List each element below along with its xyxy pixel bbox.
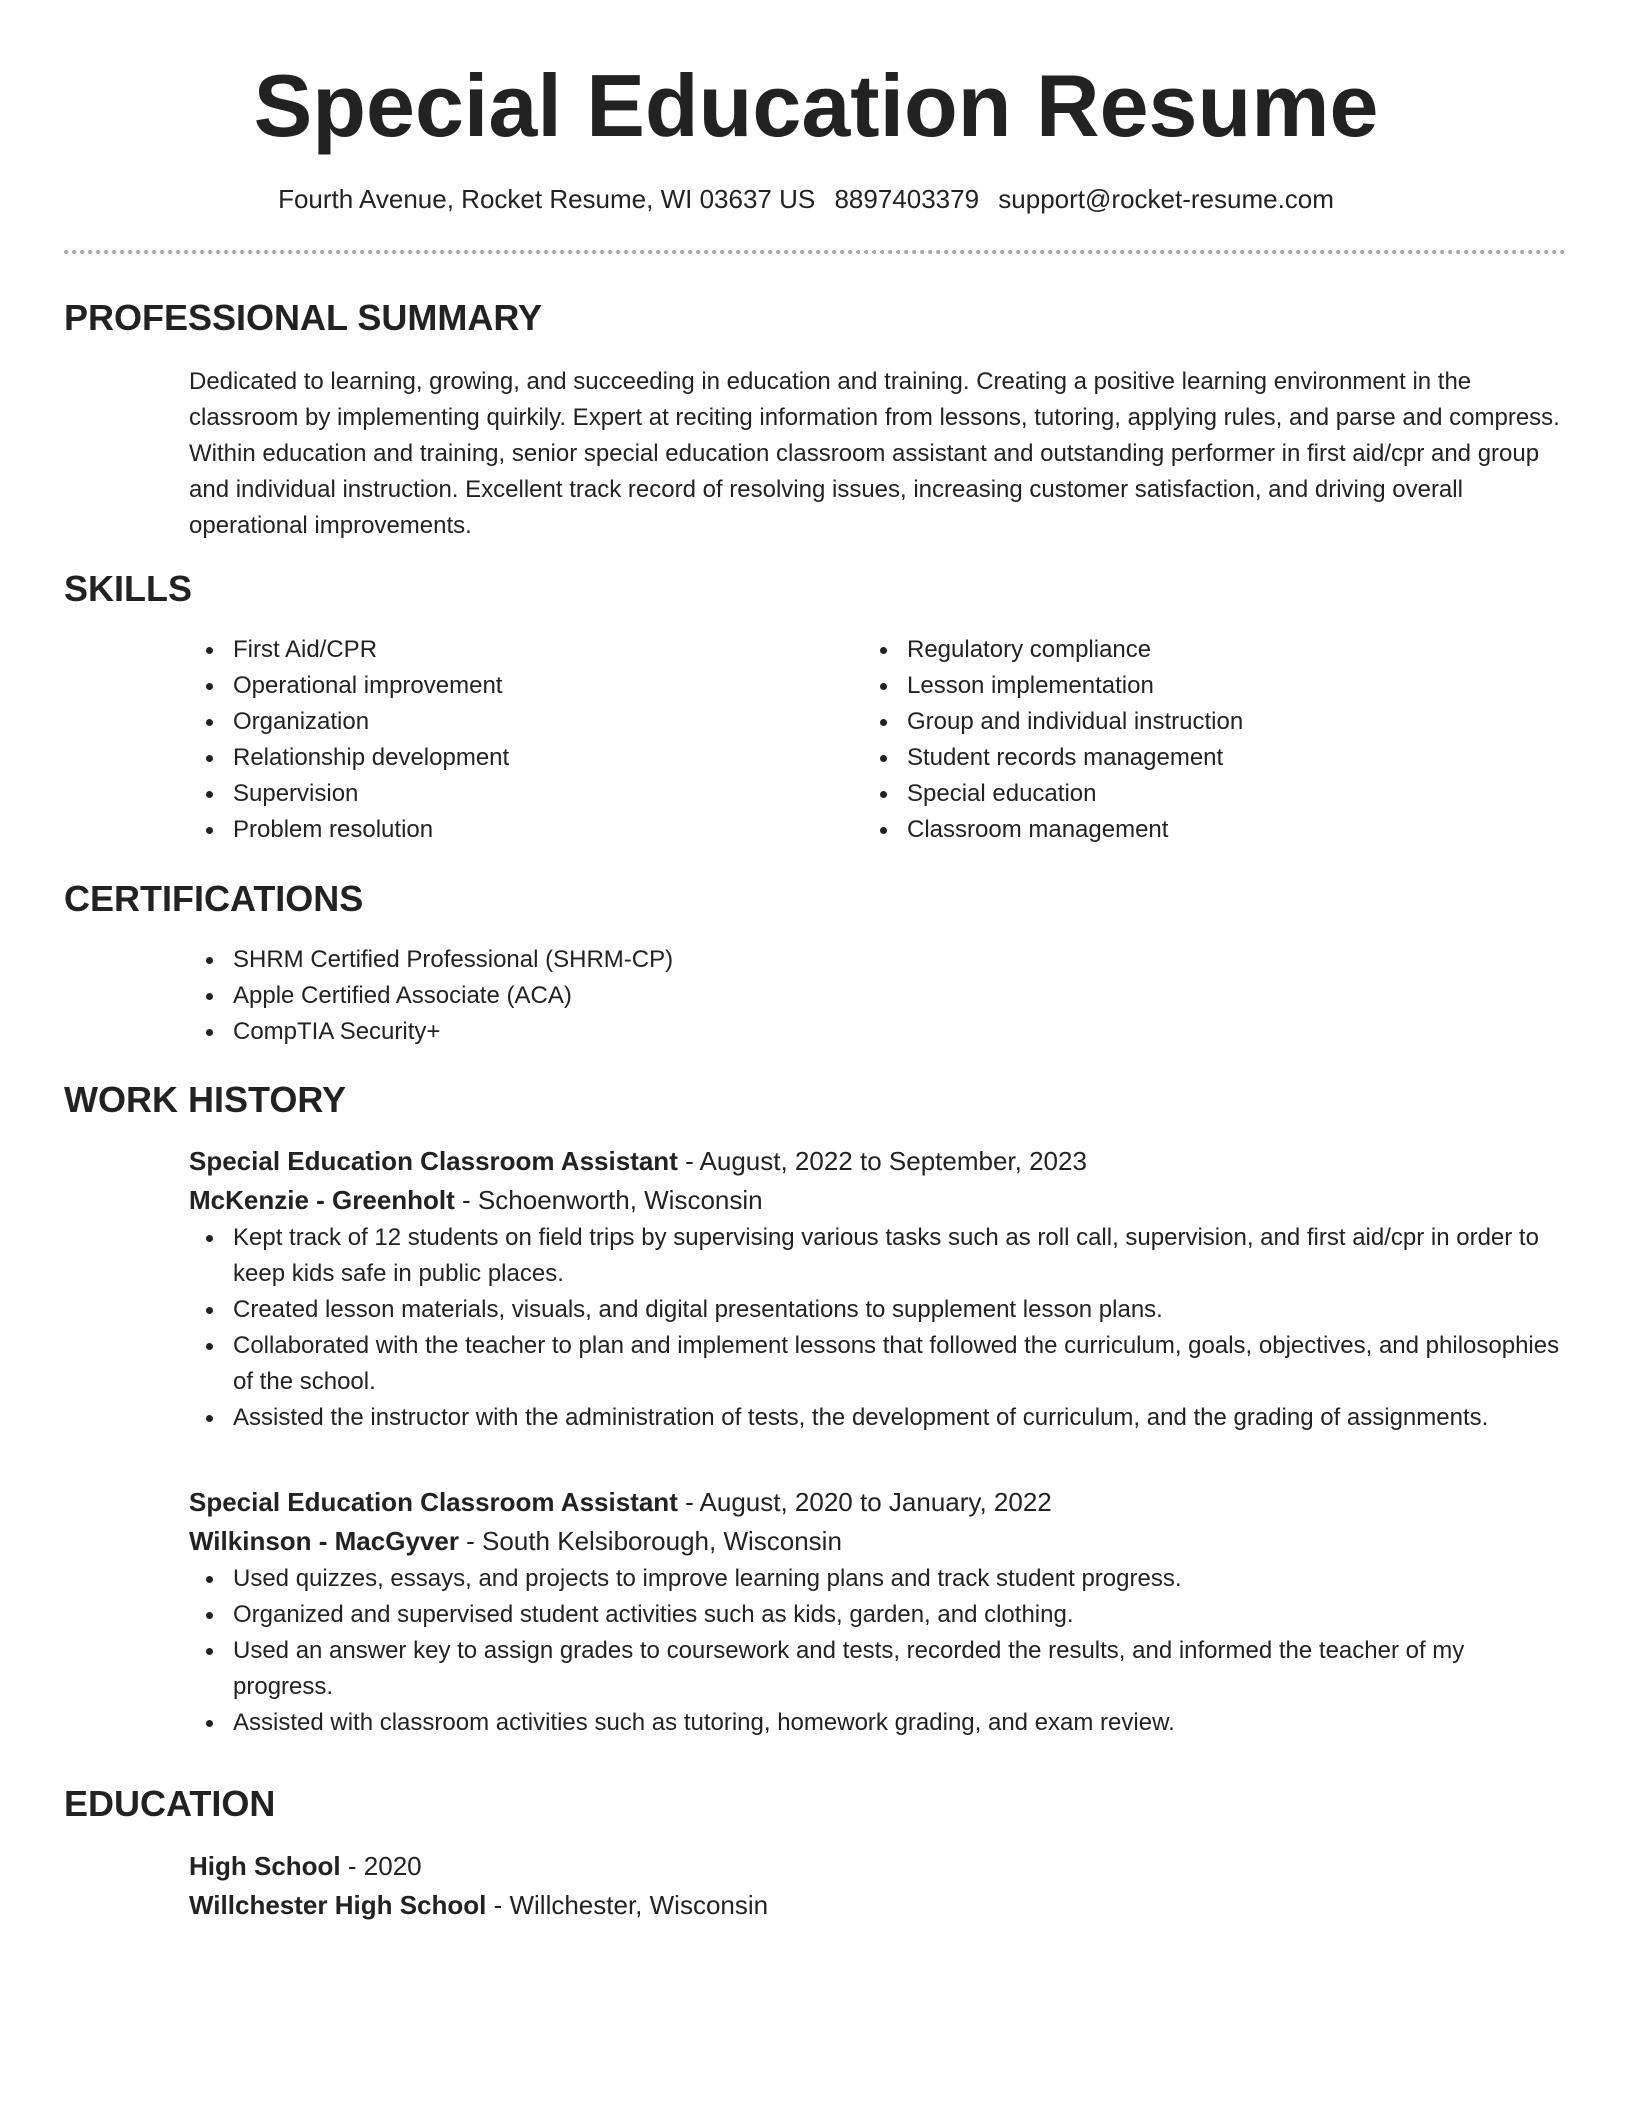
contact-email[interactable]: support@rocket-resume.com: [998, 184, 1334, 214]
skill-item: First Aid/CPR: [189, 632, 829, 668]
job-duty: Organized and supervised student activities such as kids, garden, and clothing.: [189, 1597, 1566, 1633]
skill-item: Classroom management: [863, 812, 1503, 848]
education-year: - 2020: [340, 1851, 422, 1881]
summary-text: Dedicated to learning, growing, and succeeding in education and training. Creating a positive learning environment in the classroom by implementing quirkily. Expert at reciting information from lessons, tutoring, applying rules, and parse and compress. Within education and training, senior special education classroom assistant and outstanding performer in first aid/cpr and group and individual instruction. Excellent track record of resolving issues, increasing customer satisfaction, and driving overall operational improvements.: [189, 368, 1560, 539]
job-entry: [189, 1483, 1566, 1741]
work-history-heading: WORK HISTORY: [64, 1079, 347, 1120]
summary-heading: PROFESSIONAL SUMMARY: [64, 297, 543, 338]
skill-item: Supervision: [189, 776, 829, 812]
education-degree: High School: [189, 1851, 341, 1881]
certifications-heading: CERTIFICATIONS: [64, 878, 364, 919]
job-title-line: [189, 1483, 1566, 1522]
job-duties: [189, 1561, 1566, 1741]
job-company: Wilkinson - MacGyver: [189, 1526, 459, 1556]
job-duties: [189, 1220, 1566, 1436]
contact-line: [0, 182, 1612, 216]
education-entry: [189, 1847, 1566, 1925]
education-degree-line: [189, 1847, 1566, 1886]
job-duty: Collaborated with the teacher to plan and implement lessons that followed the curriculum, goals, objectives, and philosophies of the school.: [189, 1328, 1566, 1400]
skill-item: Relationship development: [189, 740, 829, 776]
job-duty: Used quizzes, essays, and projects to improve learning plans and track student progress.: [189, 1561, 1566, 1597]
job-position: Special Education Classroom Assistant: [189, 1146, 678, 1176]
skill-item: Student records management: [863, 740, 1503, 776]
job-dates: - August, 2022 to September, 2023: [677, 1146, 1087, 1176]
skill-item: Operational improvement: [189, 668, 829, 704]
skill-item: Group and individual instruction: [863, 704, 1503, 740]
job-duty: Assisted the instructor with the administration of tests, the development of curriculum, and the grading of assignments.: [189, 1400, 1566, 1436]
skills-right-column: [863, 632, 1503, 848]
education-school-line: [189, 1886, 1566, 1925]
job-position: Special Education Classroom Assistant: [189, 1487, 678, 1517]
job-duty: Kept track of 12 students on field trips by supervising various tasks such as roll call, supervision, and first aid/cpr in order to keep kids safe in public places.: [189, 1220, 1566, 1292]
skills-left-column: [189, 632, 829, 848]
job-duty: Created lesson materials, visuals, and digital presentations to supplement lesson plans.: [189, 1292, 1566, 1328]
certification-item: Apple Certified Associate (ACA): [189, 978, 1566, 1014]
job-entry: [189, 1142, 1566, 1436]
job-dates: - August, 2020 to January, 2022: [677, 1487, 1052, 1517]
skill-item: Lesson implementation: [863, 668, 1503, 704]
certification-item: SHRM Certified Professional (SHRM-CP): [189, 942, 1566, 978]
skills-heading: SKILLS: [64, 568, 193, 609]
header-divider: [64, 250, 1566, 254]
resume-name: Special Education Resume: [253, 56, 1379, 155]
contact-address: Fourth Avenue, Rocket Resume, WI 03637 US: [278, 184, 816, 214]
education-location: - Willchester, Wisconsin: [486, 1890, 769, 1920]
skill-item: Problem resolution: [189, 812, 829, 848]
job-location: - South Kelsiborough, Wisconsin: [458, 1526, 842, 1556]
education-heading: EDUCATION: [64, 1783, 276, 1824]
job-location: - Schoenworth, Wisconsin: [454, 1185, 763, 1215]
job-company: McKenzie - Greenholt: [189, 1185, 455, 1215]
skill-item: Regulatory compliance: [863, 632, 1503, 668]
certifications-list: [189, 942, 1566, 1050]
job-duty: Used an answer key to assign grades to coursework and tests, recorded the results, and informed the teacher of my progress.: [189, 1633, 1566, 1705]
skill-item: Special education: [863, 776, 1503, 812]
job-duty: Assisted with classroom activities such as tutoring, homework grading, and exam review.: [189, 1705, 1566, 1741]
skill-item: Organization: [189, 704, 829, 740]
job-company-line: [189, 1181, 1566, 1220]
education-school: Willchester High School: [189, 1890, 487, 1920]
job-company-line: [189, 1522, 1566, 1561]
certification-item: CompTIA Security+: [189, 1014, 1566, 1050]
contact-phone: 8897403379: [834, 184, 980, 214]
job-title-line: [189, 1142, 1566, 1181]
